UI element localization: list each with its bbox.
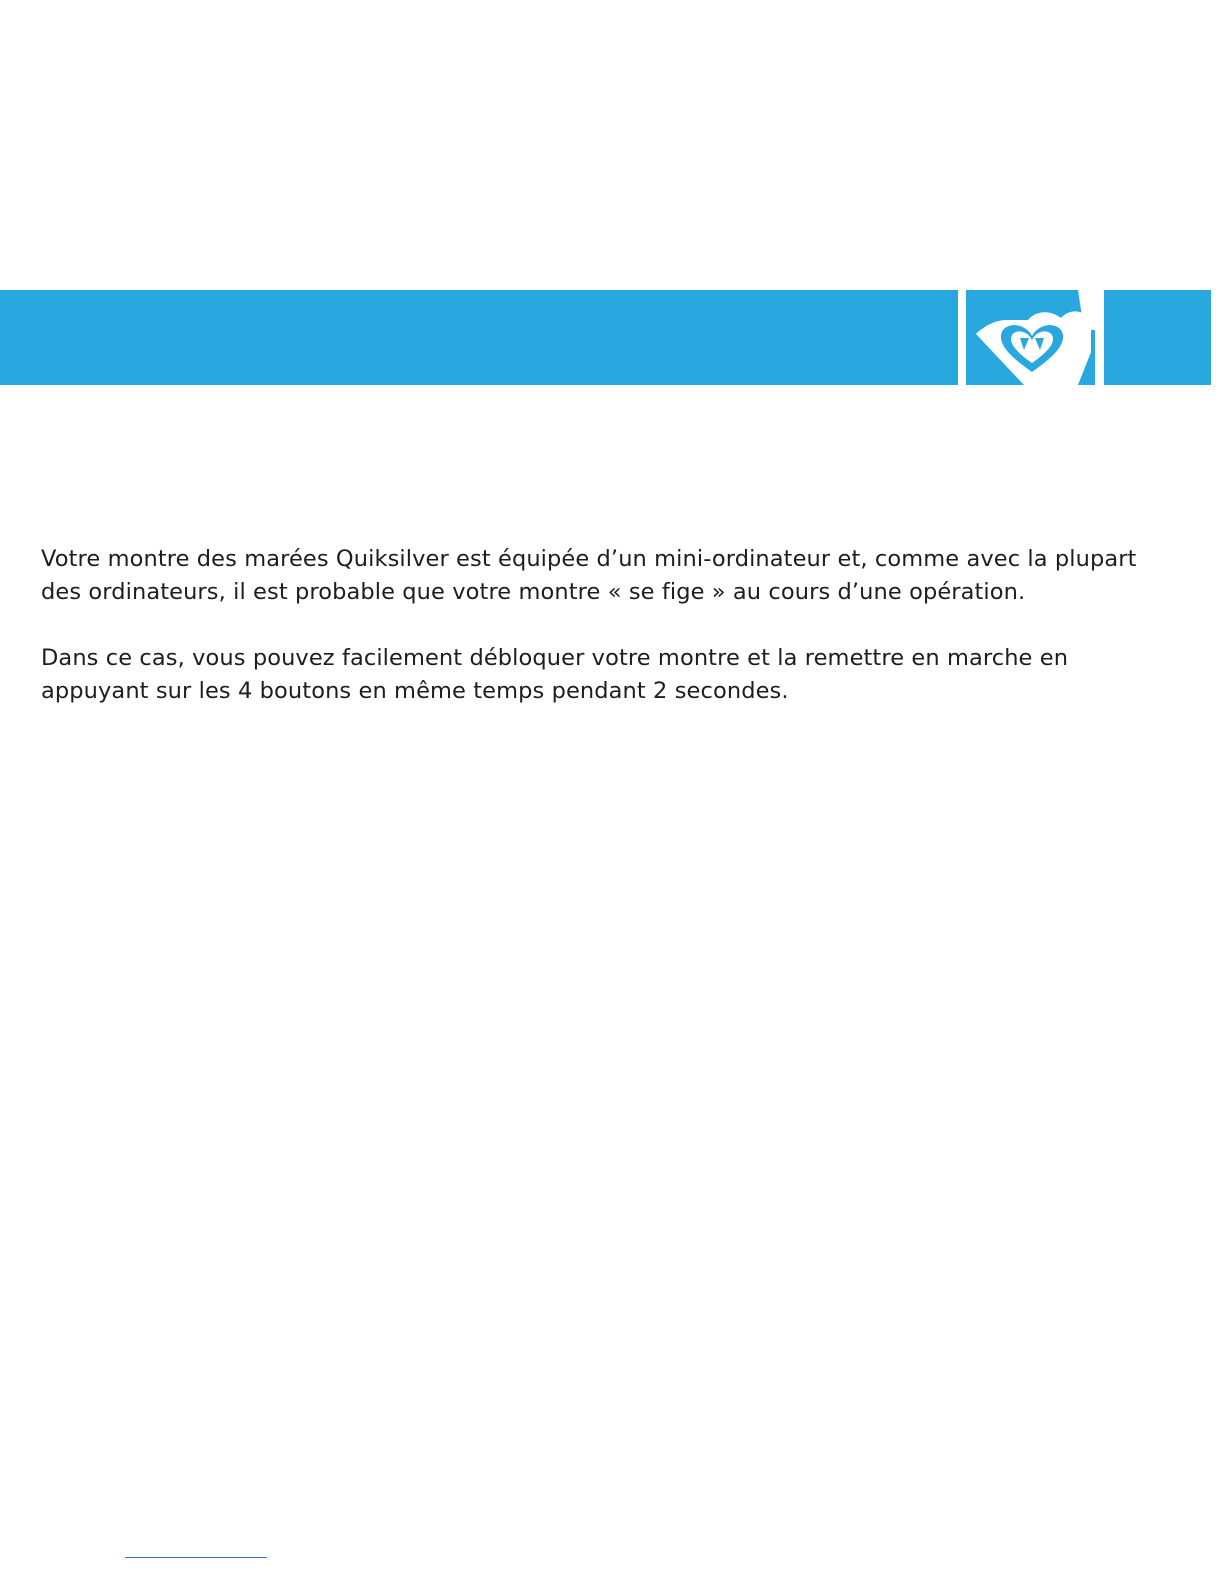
footer-rule [125,1557,267,1558]
paragraph-reset-instructions: Dans ce cas, vous pouvez facilement débloquer votre montre et la remettre en marche en appuyant sur les 4 boutons en même temps pendant 2 secondes. [41,645,1069,704]
header-banner [0,290,958,385]
roxy-heart-logo-icon [966,290,1095,385]
paragraph-frozen-watch: Votre montre des marées Quiksilver est équipée d’un mini-ordinateur et, comme avec la plupart des ordinateurs, il est probable que votre montre « se fige » au cours d’une opération. [41,546,1137,605]
header-banner-right [1104,290,1211,385]
body-text [41,543,1181,741]
